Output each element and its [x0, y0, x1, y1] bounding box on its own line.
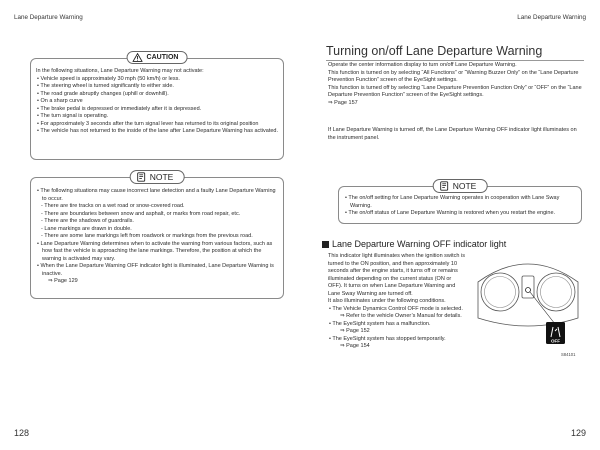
- paragraph: This function is turned off by selecting “Lane Departure Prevention Function Only” or “OFF” on the “Lane Departure Prevention Function” screen of the EyeSight settings.: [328, 84, 582, 98]
- page-number: 129: [570, 428, 586, 438]
- list-item: • Vehicle speed is approximately 30 mph (50 km/h) or less.: [37, 75, 180, 82]
- right-gauge-inner: [541, 277, 572, 308]
- caution-text: [36, 68, 280, 136]
- square-bullet-icon: [322, 241, 329, 248]
- list-item: • The road grade abruptly changes (uphill or downhill).: [37, 90, 169, 97]
- right-gauge-outer: [537, 273, 575, 311]
- note-tag: [130, 170, 185, 184]
- list-item: • When the Lane Departure Warning OFF indicator light is illuminated, Lane Departure Warning is inactive.: [37, 263, 274, 277]
- caution-tag: [127, 51, 188, 64]
- subsection-title: Lane Departure Warning OFF indicator light: [322, 239, 506, 249]
- paragraph: If Lane Departure Warning is turned off, the Lane Departure Warning OFF indicator light illuminates on the instrument panel.: [328, 127, 577, 141]
- list-item: • For approximately 3 seconds after the turn signal lever has returned to its original position: [37, 120, 259, 127]
- list-item: • The on/off status of Lane Departure Warning is restored when you restart the engine.: [345, 210, 556, 216]
- paragraph: It also illuminates under the following conditions.: [328, 298, 446, 304]
- page-number: 128: [14, 428, 30, 438]
- caution-box: [30, 54, 284, 160]
- indicator-off-text: OFF: [551, 338, 560, 344]
- page-reference: ⇒ Page 154: [340, 343, 370, 349]
- list-item: • The Vehicle Dynamics Control OFF mode is selected.: [329, 305, 463, 312]
- note-book-icon: [137, 172, 146, 182]
- note-label: NOTE: [452, 181, 477, 191]
- page-reference: ⇒ Page 129: [48, 278, 78, 284]
- section-title: Turning on/off Lane Departure Warning: [326, 44, 584, 61]
- subsection-body: [328, 253, 466, 351]
- left-gauge-inner: [485, 277, 516, 308]
- note-text: [36, 188, 280, 286]
- page-reference: ⇒ Page 152: [340, 328, 370, 334]
- list-item: • The steering wheel is turned significantly to either side.: [37, 83, 174, 89]
- caution-label: CAUTION: [146, 54, 179, 61]
- instrument-panel-illustration: [474, 252, 582, 348]
- list-item: • The on/off setting for Lane Departure Warning operates in cooperation with Lane Sway Warning.: [345, 195, 560, 209]
- list-item: • The EyeSight system has stopped temporarily.: [329, 335, 446, 342]
- page-reference: ⇒ Page 157: [328, 99, 358, 106]
- note-box-left: [30, 172, 284, 299]
- list-item: • The brake pedal is depressed or immediately after it is depressed.: [37, 105, 202, 112]
- indicator-callout: [526, 288, 531, 293]
- note-text: [344, 195, 578, 218]
- sub-list-item: - There are tire tracks on a wet road or snow-covered road.: [41, 203, 185, 209]
- warning-triangle-icon: [133, 53, 143, 62]
- note-book-icon: [440, 181, 449, 191]
- note-label: NOTE: [149, 172, 174, 182]
- running-head: Lane Departure Warning: [14, 14, 83, 21]
- list-item: • The EyeSight system has a malfunction.: [329, 320, 431, 327]
- sub-list-item: - Lane markings are drawn in double.: [41, 225, 132, 232]
- sub-list-item: - There are boundaries between snow and asphalt, or marks from road repair, etc.: [41, 210, 241, 217]
- list-item: • Lane Departure Warning determines when to activate the warning from various factors, such as how fast the vehicle is approaching the lane markings. Therefore, the position at which the warning is activated may vary.: [37, 240, 273, 262]
- panel-outline: [478, 264, 578, 326]
- list-item: • The vehicle has not returned to the inside of the lane after Lane Departure Warning has activated.: [37, 128, 279, 134]
- caution-intro: In the following situations, Lane Departure Warning may not activate:: [36, 68, 204, 74]
- list-item: • On a sharp curve: [37, 98, 83, 104]
- figure-id: S84101: [561, 352, 576, 357]
- sub-list-item: - There are the shadows of guardrails.: [41, 218, 134, 224]
- leader-line: [530, 292, 555, 324]
- page-reference: ⇒ Refer to the vehicle Owner’s Manual for details.: [340, 313, 462, 319]
- note-tag: [433, 179, 488, 193]
- paragraph: This function is turned on by selecting “All Functions” or “Warning Buzzer Only” on the “Lane Departure Prevention Function” screen of the EyeSight settings.: [328, 69, 579, 83]
- paragraph: This indicator light illuminates when the ignition switch is turned to the ON position, and then approximately 10 seconds after the engine starts, it turns off or remains illuminated depending on the current status (ON or OFF). It turns on when Lane Departure Warning and Lane Sway Warning are turned off.: [328, 253, 465, 297]
- paragraph: Operate the center information display to turn on/off Lane Departure Warning.: [328, 62, 517, 68]
- left-gauge-outer: [481, 273, 519, 311]
- note-box-right: [338, 181, 582, 224]
- list-item: • The turn signal is operating.: [37, 113, 109, 119]
- section-intro: [328, 62, 582, 107]
- running-head: Lane Departure Warning: [517, 14, 586, 21]
- sub-list-item: - There are some lane markings left from roadwork or markings from the previous road.: [41, 233, 253, 239]
- list-item: • The following situations may cause incorrect lane detection and a faulty Lane Departure Warning to occur.: [37, 188, 276, 202]
